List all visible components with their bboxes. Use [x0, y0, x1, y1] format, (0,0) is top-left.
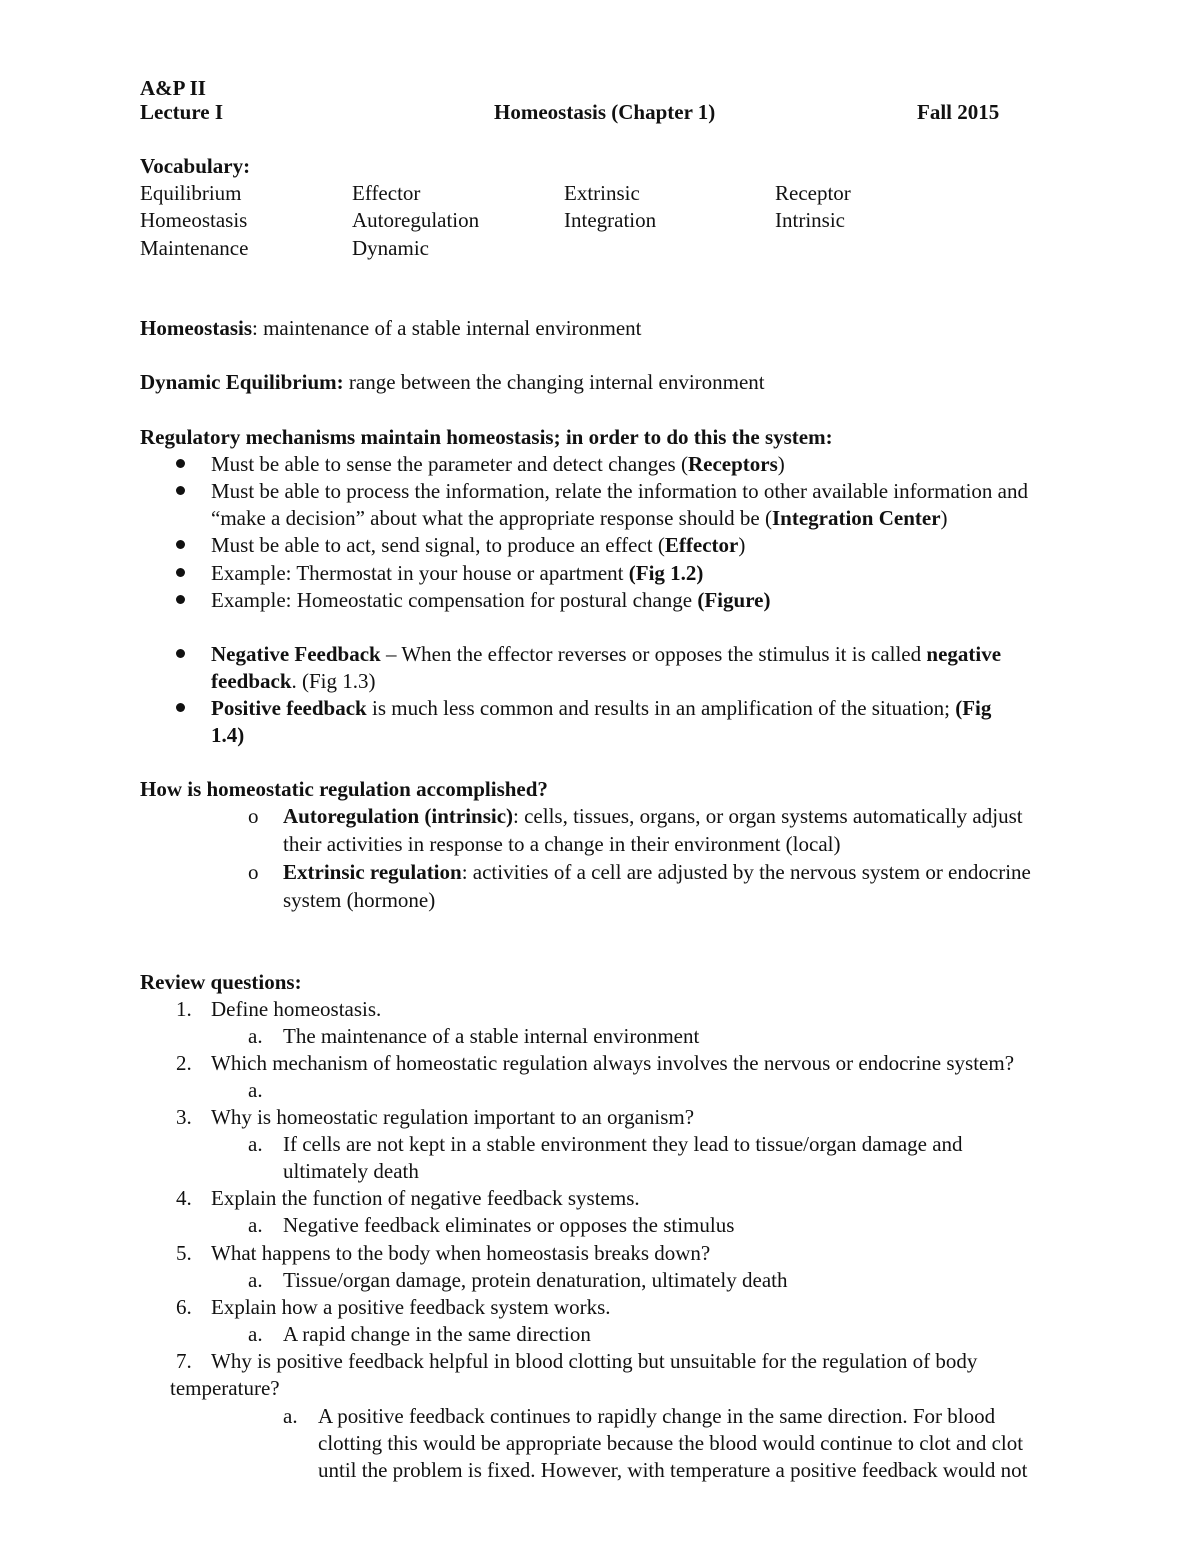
homeostasis-definition — [140, 315, 642, 342]
bullet-dot-icon — [176, 649, 185, 658]
question-number: 5. — [176, 1241, 192, 1265]
question-number: 2. — [176, 1051, 192, 1075]
bullet-bold: Effector — [664, 533, 739, 557]
bullet-bold: Receptors — [687, 452, 778, 476]
bullet-item — [211, 451, 785, 478]
lecture-label: Lecture I — [140, 100, 224, 124]
bullet-text: ) — [940, 506, 948, 530]
bullet-text: Must be able to act, send signal, to produce an effect ( — [211, 533, 665, 557]
bullet-item — [211, 641, 1001, 668]
vocab-term: Extrinsic — [564, 181, 640, 205]
bullet-bold: Positive feedback — [211, 696, 367, 720]
question-text: Which mechanism of homeostatic regulation always involves the nervous or endocrine system? — [211, 1051, 1015, 1075]
answer-marker: a. — [248, 1268, 263, 1292]
vocab-term: Autoregulation — [352, 208, 480, 232]
bullet-bold: (Figure) — [697, 588, 771, 612]
bullet-item-continuation: 1.4) — [211, 723, 245, 747]
regulation-item — [283, 859, 1031, 886]
bullet-item — [211, 695, 991, 722]
circle-bullet-icon: o — [248, 860, 259, 884]
bullet-dot-icon — [176, 595, 185, 604]
bullet-item — [211, 560, 703, 587]
answer-marker: a. — [248, 1024, 263, 1048]
term-label: Fall 2015 — [917, 100, 1000, 124]
answer-marker: a. — [248, 1078, 263, 1102]
vocab-term: Homeostasis — [140, 208, 248, 232]
regulation-term: Extrinsic regulation — [283, 860, 462, 884]
answer-marker: a. — [248, 1213, 263, 1237]
bullet-item-continuation — [211, 668, 376, 695]
bullet-text: Example: Homeostatic compensation for postural change — [211, 588, 698, 612]
question-text: Explain how a positive feedback system works. — [211, 1295, 611, 1319]
bullet-bold: Integration Center — [771, 506, 941, 530]
answer-text: Tissue/organ damage, protein denaturation, ultimately death — [283, 1268, 788, 1292]
circle-bullet-icon: o — [248, 804, 259, 828]
question-text: Why is positive feedback helpful in blood clotting but unsuitable for the regulation of body — [211, 1349, 978, 1373]
question-text: Why is homeostatic regulation important to an organism? — [211, 1105, 695, 1129]
bullet-bold: Negative Feedback — [211, 642, 381, 666]
regulation-heading: How is homeostatic regulation accomplished? — [140, 777, 548, 801]
vocabulary-heading: Vocabulary: — [140, 154, 251, 178]
bullet-dot-icon — [176, 540, 185, 549]
regulation-item — [283, 803, 1023, 830]
dynamic-equilibrium-definition — [140, 369, 765, 396]
bullet-bold: (Fig 1.2) — [628, 561, 704, 585]
definition-text: range between the changing internal environment — [343, 370, 765, 394]
bullet-item-continuation — [211, 505, 948, 532]
regulation-text: : activities of a cell are adjusted by the nervous system or endocrine — [461, 860, 1031, 884]
question-number: 7. — [176, 1349, 192, 1373]
question-number: 4. — [176, 1186, 192, 1210]
question-text: Explain the function of negative feedback systems. — [211, 1186, 640, 1210]
vocab-term: Effector — [352, 181, 421, 205]
bullet-dot-icon — [176, 486, 185, 495]
bullet-text: “make a decision” about what the appropriate response should be ( — [211, 506, 772, 530]
vocab-term: Integration — [564, 208, 657, 232]
bullet-bold: (Fig — [955, 696, 992, 720]
bullet-item — [211, 532, 745, 559]
bullet-item — [211, 587, 770, 614]
course-title: A&P II — [140, 76, 206, 100]
vocab-term: Receptor — [775, 181, 851, 205]
answer-text-continuation: ultimately death — [283, 1159, 419, 1183]
answer-marker: a. — [248, 1132, 263, 1156]
bullet-text: is much less common and results in an amplification of the situation; — [366, 696, 956, 720]
vocab-term: Equilibrium — [140, 181, 242, 205]
answer-text: The maintenance of a stable internal environment — [283, 1024, 700, 1048]
regulation-text: : cells, tissues, organs, or organ systems automatically adjust — [513, 804, 1023, 828]
bullet-dot-icon — [176, 459, 185, 468]
definition-text: : maintenance of a stable internal environment — [252, 316, 642, 340]
answer-marker: a. — [248, 1322, 263, 1346]
bullet-text: Example: Thermostat in your house or apartment — [211, 561, 629, 585]
bullet-item: Must be able to process the information, relate the information to other available information and — [211, 479, 1029, 503]
vocab-term: Dynamic — [352, 236, 429, 260]
regulation-term: Autoregulation (intrinsic) — [283, 804, 514, 828]
definition-term: Dynamic Equilibrium: — [140, 370, 344, 394]
bullet-bold: negative — [926, 642, 1002, 666]
bullet-bold: feedback — [211, 669, 292, 693]
question-number: 1. — [176, 997, 192, 1021]
bullet-text: Must be able to sense the parameter and detect changes ( — [211, 452, 688, 476]
question-number: 3. — [176, 1105, 192, 1129]
regulation-item-continuation: system (hormone) — [283, 888, 436, 912]
vocab-term: Intrinsic — [775, 208, 845, 232]
bullet-text: ) — [777, 452, 785, 476]
topic-title: Homeostasis (Chapter 1) — [494, 100, 716, 124]
bullet-dot-icon — [176, 568, 185, 577]
vocab-term: Maintenance — [140, 236, 249, 260]
answer-marker: a. — [283, 1404, 298, 1428]
answer-text: If cells are not kept in a stable environment they lead to tissue/organ damage and — [283, 1132, 963, 1156]
definition-term: Homeostasis — [140, 316, 252, 340]
question-text: Define homeostasis. — [211, 997, 382, 1021]
bullet-text: . (Fig 1.3) — [291, 669, 376, 693]
regulation-item-continuation: their activities in response to a change in their environment (local) — [283, 832, 841, 856]
question-number: 6. — [176, 1295, 192, 1319]
bullet-text: ) — [738, 533, 746, 557]
review-heading: Review questions: — [140, 970, 302, 994]
regulatory-heading: Regulatory mechanisms maintain homeostasis; in order to do this the system: — [140, 425, 833, 449]
answer-text: A rapid change in the same direction — [283, 1322, 591, 1346]
answer-text: Negative feedback eliminates or opposes the stimulus — [283, 1213, 735, 1237]
bullet-dot-icon — [176, 703, 185, 712]
answer-text-continuation: until the problem is fixed. However, with temperature a positive feedback would not — [318, 1458, 1028, 1482]
bullet-text: – When the effector reverses or opposes the stimulus it is called — [380, 642, 927, 666]
question-text-continuation: temperature? — [170, 1376, 280, 1400]
answer-text-continuation: clotting this would be appropriate because the blood would continue to clot and clot — [318, 1431, 1024, 1455]
question-text: What happens to the body when homeostasis breaks down? — [211, 1241, 711, 1265]
answer-text: A positive feedback continues to rapidly change in the same direction. For blood — [318, 1404, 996, 1428]
